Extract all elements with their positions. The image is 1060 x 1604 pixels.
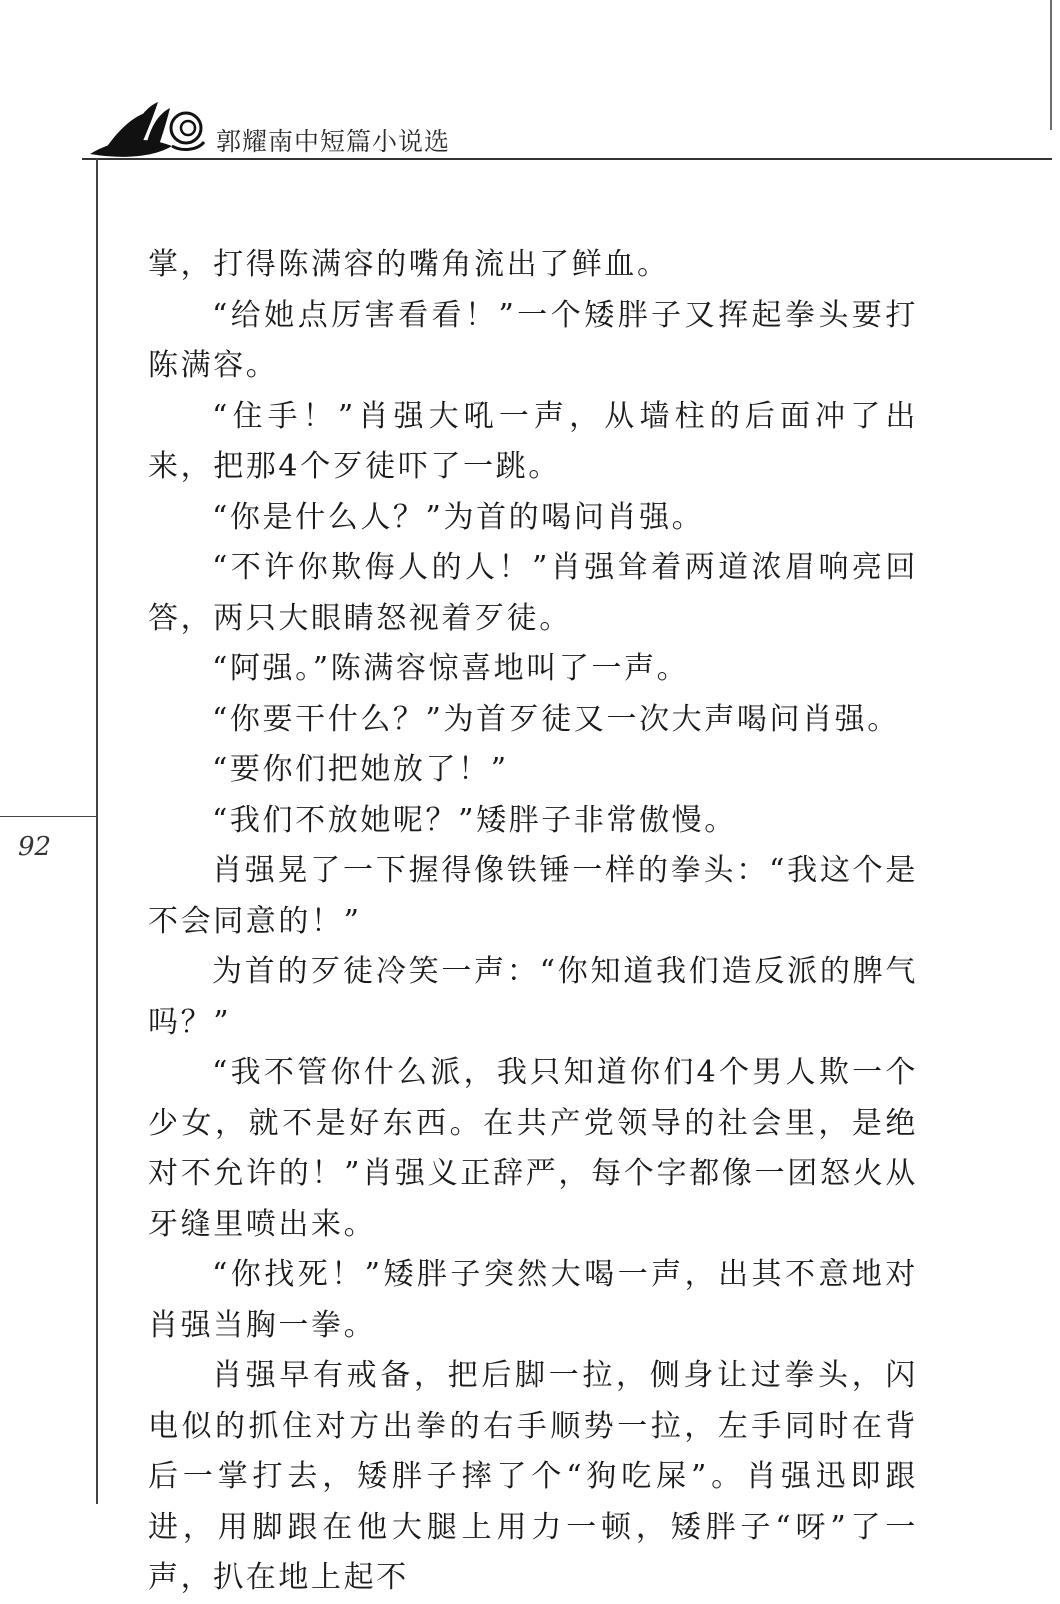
paragraph: “我不管你什么派，我只知道你们4个男人欺一个少女，就不是好东西。在共产党领导的社会里，是绝对不允许的！”肖强义正辞严，每个字都像一团怒火从牙缝里喷出来。 bbox=[148, 1055, 918, 1242]
paragraph: 为首的歹徒冷笑一声：“你知道我们造反派的脾气吗？” bbox=[148, 954, 918, 1040]
paragraph: “你是什么人？”为首的喝问肖强。 bbox=[212, 499, 705, 535]
paragraph: “阿强。”陈满容惊喜地叫了一声。 bbox=[212, 651, 690, 686]
paragraph: “不许你欺侮人的人！”肖强耸着两道浓眉响亮回答，两只大眼睛怒视着歹徒。 bbox=[148, 550, 918, 636]
page-number: 92 bbox=[18, 832, 52, 862]
paragraph: 掌，打得陈满容的嘴角流出了鲜血。 bbox=[148, 247, 670, 282]
paragraph: “给她点厉害看看！”一个矮胖子又挥起拳头要打陈满容。 bbox=[148, 297, 918, 383]
scroll-ornament-icon bbox=[86, 98, 226, 160]
book-title: 郭耀南中短篇小说选 bbox=[216, 127, 451, 156]
body-text bbox=[148, 240, 918, 1604]
paragraph: “要你们把她放了！” bbox=[212, 752, 509, 787]
left-margin-rule bbox=[96, 158, 98, 1504]
paragraph: “我们不放她呢？”矮胖子非常傲慢。 bbox=[212, 802, 737, 838]
header-rule bbox=[82, 158, 1052, 160]
paragraph: 肖强晃了一下握得像铁锤一样的拳头：“我这个是不会同意的！” bbox=[148, 853, 918, 939]
paragraph: “你要干什么？”为首歹徒又一次大声喝问肖强。 bbox=[212, 701, 900, 737]
margin-tick-rule bbox=[0, 816, 96, 817]
running-header bbox=[80, 92, 1060, 162]
paragraph: “你找死！”矮胖子突然大喝一声，出其不意地对肖强当胸一拳。 bbox=[148, 1257, 918, 1343]
paragraph: “住手！”肖强大吼一声，从墙柱的后面冲了出来，把那4个歹徒吓了一跳。 bbox=[148, 398, 918, 484]
paragraph: 肖强早有戒备，把后脚一拉，侧身让过拳头，闪电似的抓住对方出拳的右手顺势一拉，左手同时在背后一掌打去，矮胖子摔了个“狗吃屎”。肖强迅即跟进，用脚跟在他大腿上用力一顿，矮胖子“呀”了一声，扒在地上起不 bbox=[148, 1358, 918, 1595]
